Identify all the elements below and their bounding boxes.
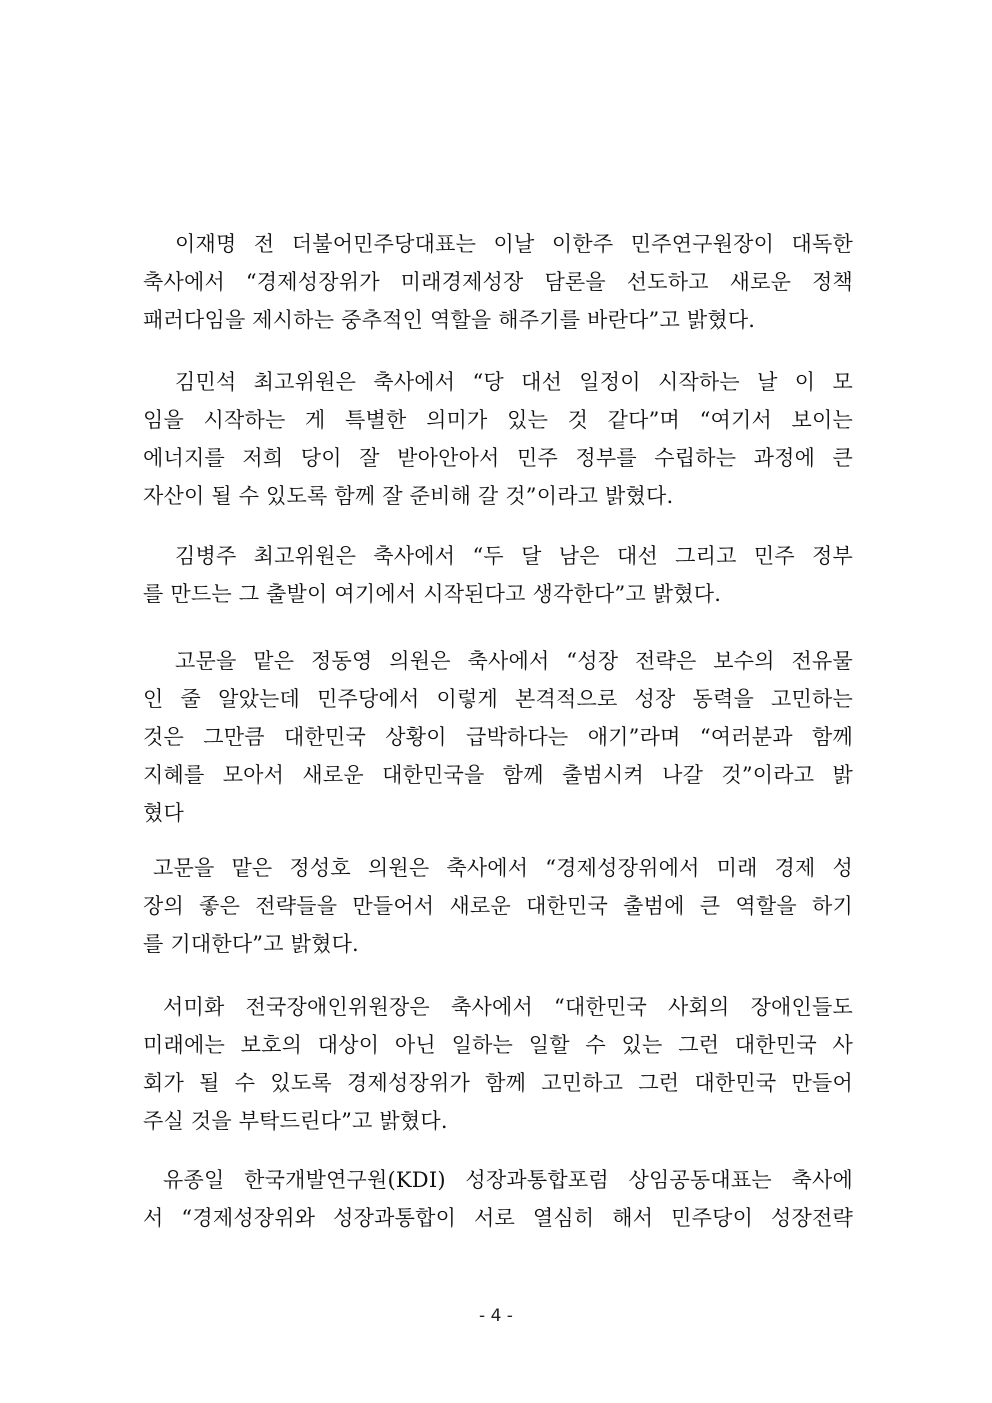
text-line: 김병주 최고위원은 축사에서 “두 달 남은 대선 그리고 민주 정부 xyxy=(175,544,853,568)
text-line: 서 “경제성장위와 성장과통합이 서로 열심히 해서 민주당이 성장전략 xyxy=(143,1206,853,1230)
text-line: 유종일 한국개발연구원(KDI) 성장과통합포럼 상임공동대표는 축사에 xyxy=(163,1168,853,1192)
paragraph-yoo-jong-il xyxy=(143,1161,853,1237)
text-line: 이재명 전 더불어민주당대표는 이날 이한주 민주연구원장이 대독한 xyxy=(175,232,853,256)
text-line: 에너지를 저희 당이 잘 받아안아서 민주 정부를 수립하는 과정에 큰 xyxy=(143,446,853,470)
text-line: 미래에는 보호의 대상이 아닌 일하는 일할 수 있는 그런 대한민국 사 xyxy=(143,1033,853,1057)
paragraph-kim-min-seok xyxy=(143,363,853,515)
text-line: 서미화 전국장애인위원장은 축사에서 “대한민국 사회의 장애인들도 xyxy=(163,995,853,1019)
text-line: 자산이 될 수 있도록 함께 잘 준비해 갈 것”이라고 밝혔다. xyxy=(143,484,674,508)
text-line: 를 기대한다”고 밝혔다. xyxy=(143,932,359,956)
text-line: 회가 될 수 있도록 경제성장위가 함께 고민하고 그런 대한민국 만들어 xyxy=(143,1071,853,1095)
text-line: 주실 것을 부탁드린다”고 밝혔다. xyxy=(143,1109,448,1133)
text-line: 축사에서 “경제성장위가 미래경제성장 담론을 선도하고 새로운 정책 xyxy=(143,270,853,294)
text-line: 김민석 최고위원은 축사에서 “당 대선 일정이 시작하는 날 이 모 xyxy=(175,370,853,394)
paragraph-seo-mi-hwa xyxy=(143,988,853,1140)
paragraph-chung-dong-young xyxy=(143,642,853,832)
text-line: 인 줄 알았는데 민주당에서 이렇게 본격적으로 성장 동력을 고민하는 xyxy=(143,687,853,711)
text-line: 지혜를 모아서 새로운 대한민국을 함께 출범시켜 나갈 것”이라고 밝 xyxy=(143,763,853,787)
paragraph-lee-jae-myung xyxy=(143,225,853,339)
text-line: 를 만드는 그 출발이 여기에서 시작된다고 생각한다”고 밝혔다. xyxy=(143,582,722,606)
paragraph-jung-sung-ho xyxy=(143,849,853,963)
text-line: 패러다임을 제시하는 중추적인 역할을 해주기를 바란다”고 밝혔다. xyxy=(143,308,756,332)
page-number: - 4 - xyxy=(479,1306,513,1326)
text-line: 것은 그만큼 대한민국 상황이 급박하다는 애기”라며 “여러분과 함께 xyxy=(143,725,853,749)
text-line: 임을 시작하는 게 특별한 의미가 있는 것 같다”며 “여기서 보이는 xyxy=(143,408,853,432)
paragraph-kim-byung-joo xyxy=(143,537,853,613)
text-line: 고문을 맡은 정동영 의원은 축사에서 “성장 전략은 보수의 전유물 xyxy=(175,649,853,673)
text-line: 혔다 xyxy=(143,801,184,825)
text-line: 장의 좋은 전략들을 만들어서 새로운 대한민국 출범에 큰 역할을 하기 xyxy=(143,894,853,918)
text-line: 고문을 맡은 정성호 의원은 축사에서 “경제성장위에서 미래 경제 성 xyxy=(153,856,853,880)
